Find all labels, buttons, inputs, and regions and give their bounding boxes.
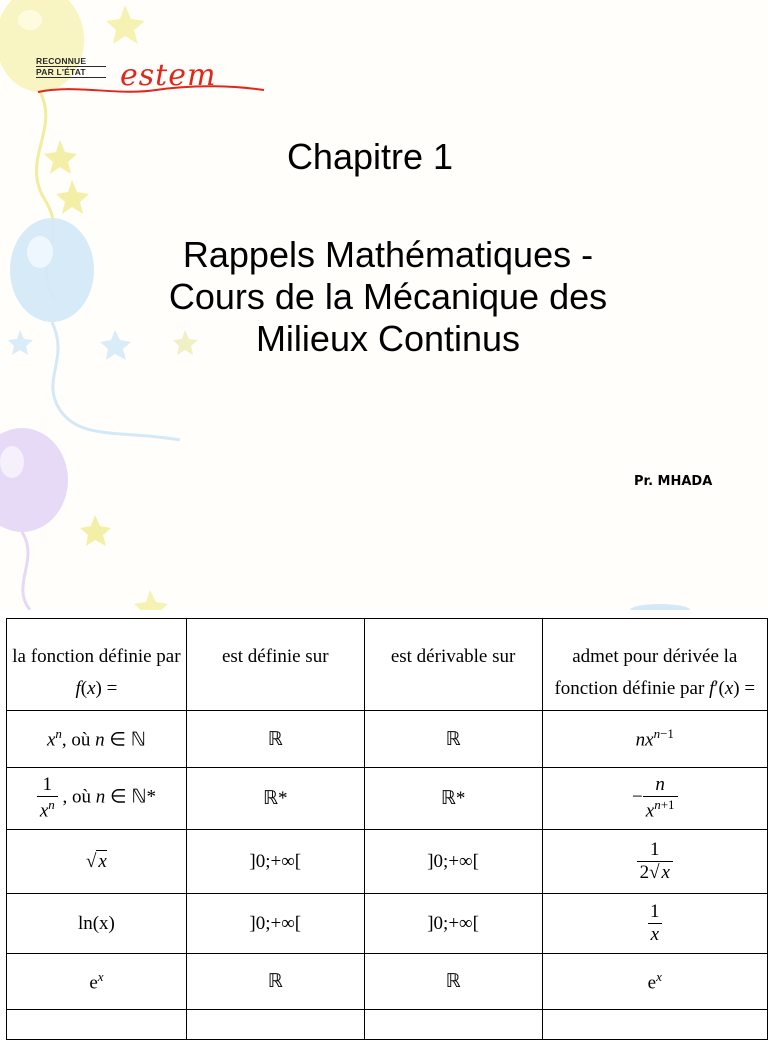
cell-function: $x^n$, où n ∈ ℕ <box>7 711 187 768</box>
cell-deriv-domain: ]0;+∞[ <box>364 830 542 894</box>
estem-logo <box>28 52 268 104</box>
cell-deriv-domain: ℝ* <box>364 768 542 830</box>
cell-domain: ℝ* <box>186 768 364 830</box>
subtitle-line-1: Rappels Mathématiques - <box>182 234 594 275</box>
cell-function: $\frac{1}{x^n}$ , où n ∈ ℕ* <box>7 768 187 830</box>
cell-domain: ℝ <box>186 954 364 1010</box>
table-header-row <box>7 619 768 711</box>
cell-derivative: $e^x$ <box>542 954 767 1010</box>
cell-domain: ℝ <box>186 711 364 768</box>
table-row <box>7 830 768 894</box>
subtitle-line-2: Cours de la Mécanique des <box>168 276 608 317</box>
author-name: Pr. MHADA <box>634 474 713 489</box>
cell-domain: ]0;+∞[ <box>186 830 364 894</box>
header-function: la fonction définie par f(x) = <box>7 619 187 711</box>
cell-function: ln(x) <box>7 894 187 954</box>
header-deriv-domain: est dérivable sur <box>364 619 542 711</box>
cell-function: $e^x$ <box>7 954 187 1010</box>
table-row <box>7 894 768 954</box>
logo-stamp-line2: PAR L'ÉTAT <box>36 67 106 78</box>
subtitle-line-3: Milieux Continus <box>255 318 521 359</box>
cell-derivative: − $\frac{n}{x^{n+1}}$ <box>542 768 767 830</box>
derivatives-table <box>6 618 768 1040</box>
cell-deriv-domain: ℝ <box>364 711 542 768</box>
cell-derivative: $nx^{n-1}$ <box>542 711 767 768</box>
cell-domain: ]0;+∞[ <box>186 894 364 954</box>
cell-deriv-domain: ℝ <box>364 954 542 1010</box>
logo-stamp <box>36 56 106 78</box>
logo-swash <box>36 82 266 98</box>
table-row <box>7 1010 768 1040</box>
cell-deriv-domain: ]0;+∞[ <box>364 894 542 954</box>
table-row <box>7 711 768 768</box>
table-row <box>7 768 768 830</box>
header-domain: est définie sur <box>186 619 364 711</box>
cell-function: √ x <box>7 830 187 894</box>
table-row <box>7 954 768 1010</box>
chapter-title: Chapitre 1 <box>286 136 454 177</box>
cell-derivative: $\frac{1}{2√ x}$ <box>542 830 767 894</box>
slide-subtitle <box>18 234 758 360</box>
logo-brand-text: estem <box>120 58 217 93</box>
header-derivative: admet pour dérivée la fonction définie par f′(x) = <box>542 619 767 711</box>
cell-derivative: $\frac{1}{x}$ <box>542 894 767 954</box>
logo-stamp-line1: RECONNUE <box>36 56 106 67</box>
